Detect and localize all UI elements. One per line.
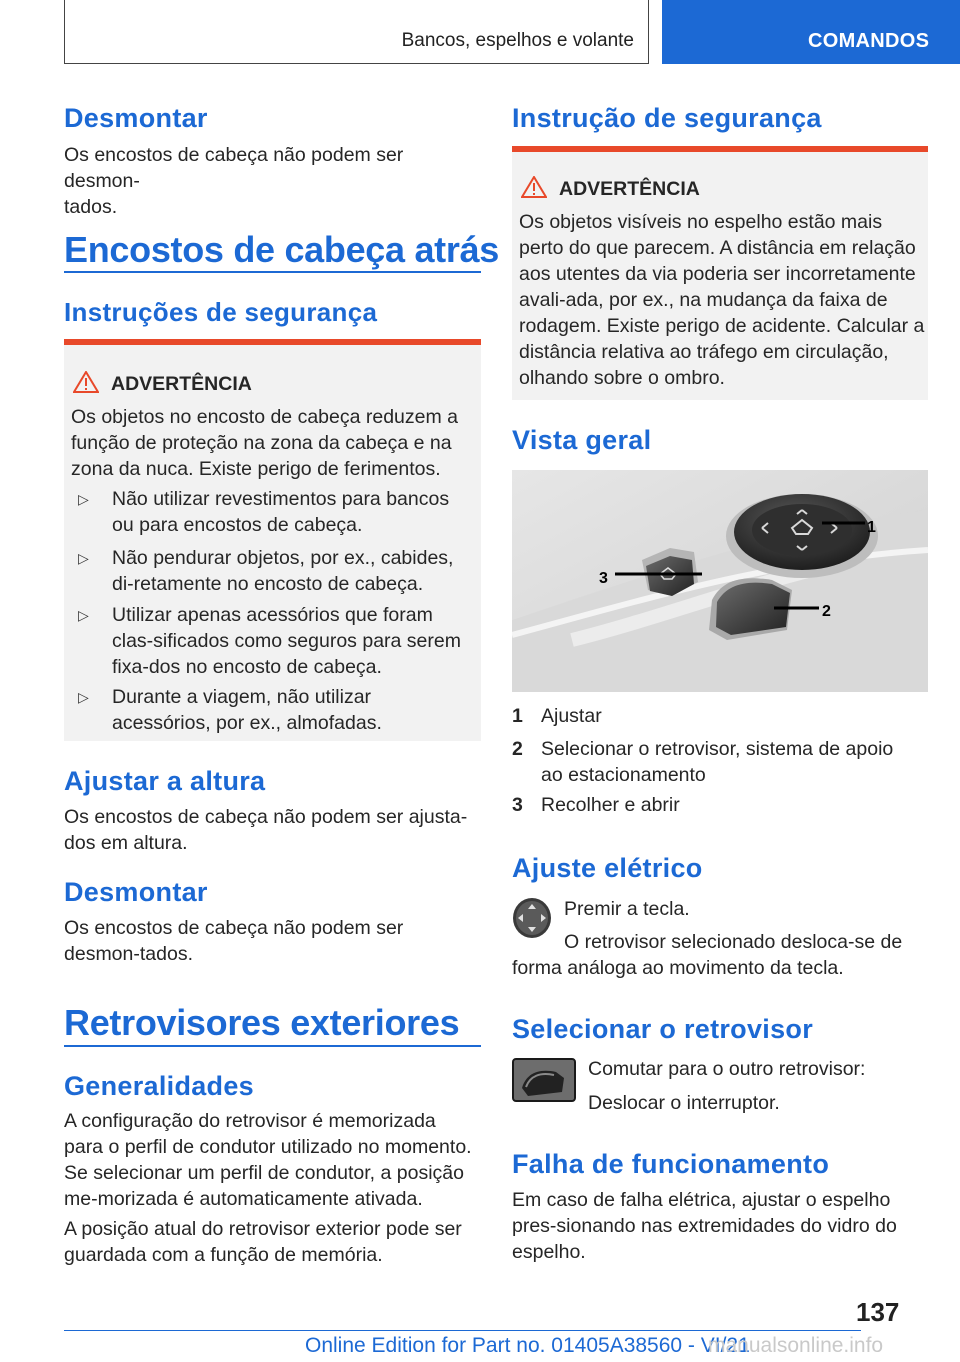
text-falha: Em caso de falha elétrica, ajustar o espelho pres-sionando nas extremidades do vidro do espelho. <box>512 1189 897 1263</box>
heading-desmontar-2: Desmontar <box>64 877 208 907</box>
header-tab[interactable] <box>662 0 960 64</box>
page-number: 137 <box>856 1297 900 1327</box>
legend-text: Ajustar <box>541 705 602 727</box>
heading-instrucoes: Instruções de segurança <box>64 297 378 327</box>
bullet-triangle-icon: ▷ <box>78 607 89 623</box>
bullet-triangle-icon: ▷ <box>78 550 89 566</box>
mirror-controls-illustration <box>512 470 928 692</box>
warning-title: ADVERTÊNCIA <box>111 373 252 395</box>
warning-title: ADVERTÊNCIA <box>559 178 700 200</box>
warning-box-left <box>64 339 481 741</box>
bullet-triangle-icon: ▷ <box>78 689 89 705</box>
text-generalidades-2: A posição atual do retrovisor exterior pode ser guardada com a função de memória. <box>64 1218 462 1266</box>
heading-ajuste-eletrico: Ajuste elétrico <box>512 853 703 883</box>
text-generalidades-1: A configuração do retrovisor é memorizada para o perfil de condutor utilizado no momento. Se selecionar um perfil de condutor, a posição me-morizada é automaticamente ativada. <box>64 1110 472 1210</box>
heading-desmontar-1: Desmontar <box>64 103 208 133</box>
footer-edition: Online Edition for Part no. 01405A38560 - VI/21 <box>305 1334 750 1357</box>
callout-label: 3 <box>599 570 608 587</box>
header-section-box <box>64 0 649 64</box>
text-desmontar-2: Os encostos de cabeça não podem ser desmon-tados. <box>64 917 404 965</box>
callout-label: 2 <box>822 603 831 620</box>
text-desmontar-1-body: Os encostos de cabeça não podem ser desmon- tados. <box>64 144 404 218</box>
footer-watermark: manualsonline.info <box>708 1334 884 1357</box>
heading-selecionar: Selecionar o retrovisor <box>512 1014 814 1044</box>
legend-number: 3 <box>512 794 523 816</box>
legend-number: 1 <box>512 705 523 727</box>
heading-encostos: Encostos de cabeça atrás <box>64 229 500 270</box>
warning-text: Os objetos visíveis no espelho estão mais perto do que parecem. A distância em relação aos utentes da via poderia ser incorretamente avali-ada, por ex., na mudança da faixa de rodagem. Existe perigo de acidente. Calcular a distância relativa ao tráfego em circulação, olhando sobre o ombro. <box>519 211 925 389</box>
bullet-triangle-icon: ▷ <box>78 491 89 507</box>
heading-falha: Falha de funcionamento <box>512 1149 830 1179</box>
bullet-text: Utilizar apenas acessórios que foram clas-sificados como seguros para serem fixa-dos no encosto de cabeça. <box>112 604 461 678</box>
heading-retrovisores: Retrovisores exteriores <box>64 1002 460 1043</box>
mirror-switch-icon <box>512 1058 576 1102</box>
text-desmontar-1 <box>64 142 484 220</box>
heading-generalidades: Generalidades <box>64 1071 254 1101</box>
heading-ajustar-altura: Ajustar a altura <box>64 766 266 796</box>
text-selecionar-2: Deslocar o interruptor. <box>588 1092 780 1114</box>
callout-label: 1 <box>867 519 876 536</box>
header-tab-label: COMANDOS <box>808 30 930 52</box>
heading-vista-geral: Vista geral <box>512 425 652 455</box>
text-ajuste-2: O retrovisor selecionado desloca-se de forma análoga ao movimento da tecla. <box>512 931 903 979</box>
bullet-text: Não pendurar objetos, por ex., cabides, di-retamente no encosto de cabeça. <box>112 547 454 595</box>
text-selecionar-1: Comutar para o outro retrovisor: <box>588 1058 866 1080</box>
warning-triangle-icon <box>521 176 547 198</box>
text-ajuste-1: Premir a tecla. <box>564 898 690 920</box>
warning-box-right <box>512 146 928 400</box>
header-section-title: Bancos, espelhos e volante <box>401 30 634 51</box>
warning-text: Os objetos no encosto de cabeça reduzem a função de proteção na zona da cabeça e na zona da nuca. Existe perigo de ferimentos. <box>71 406 458 480</box>
heading-rule <box>64 1045 481 1047</box>
heading-rule <box>64 271 481 273</box>
bullet-text: Não utilizar revestimentos para bancos ou para encostos de cabeça. <box>112 488 450 536</box>
bullet-text: Durante a viagem, não utilizar acessórios, por ex., almofadas. <box>112 686 382 734</box>
text-ajustar-altura: Os encostos de cabeça não podem ser ajusta-dos em altura. <box>64 806 468 854</box>
legend-text: Selecionar o retrovisor, sistema de apoio ao estacionamento <box>541 738 894 786</box>
warning-triangle-icon <box>73 371 99 393</box>
legend-number: 2 <box>512 738 523 760</box>
heading-instrucao: Instrução de segurança <box>512 103 822 133</box>
legend-text: Recolher e abrir <box>541 794 680 816</box>
footer-rule <box>64 1330 861 1331</box>
